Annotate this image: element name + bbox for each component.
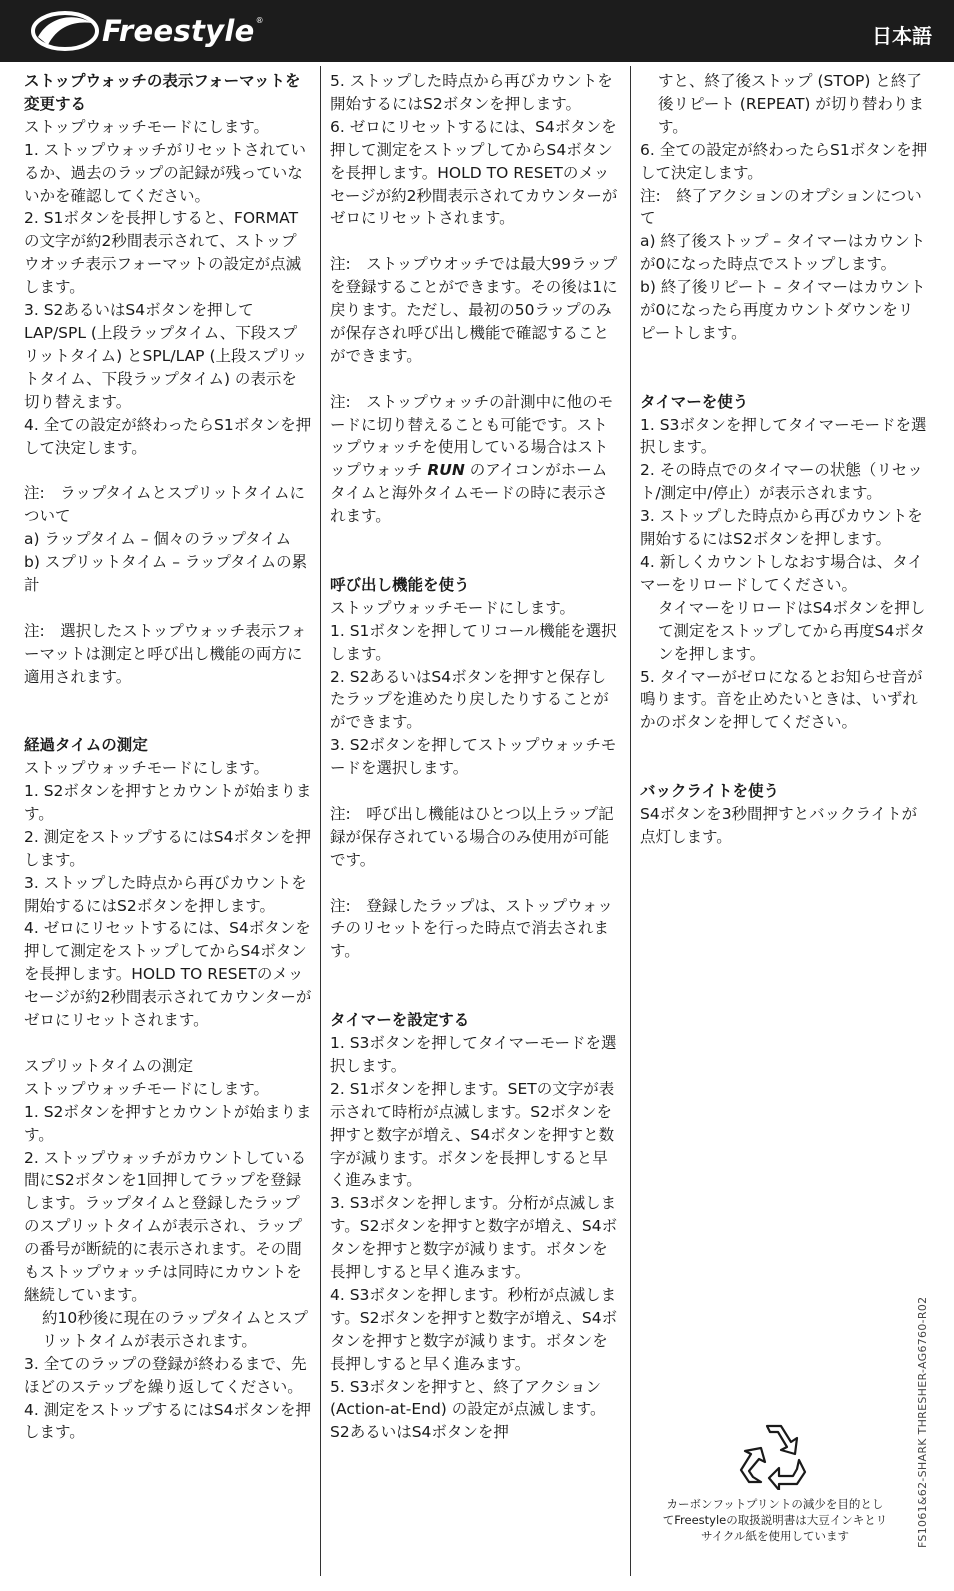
freestyle-wave-icon: [30, 9, 100, 53]
section-title-timer: タイマーを使う: [640, 392, 749, 411]
note-end-a: a) 終了後ストップ – タイマーはカウントが0になった時点でストップします。: [640, 232, 926, 274]
list-item: 2. 測定をストップするにはS4ボタンを押します。: [24, 827, 311, 869]
list-item: 1. ストップウォッチがリセットされているか、過去のラップの記録が残っていないかを確認してください。: [24, 140, 306, 205]
note-lap-erase: 注: 登録したラップは、ストップウォッチのリセットを行った時点で消去されます。: [330, 896, 613, 961]
note-end-b: b) 終了後リピート – タイマーはカウントが0になったら再度カウントダウンをリピートします。: [640, 278, 926, 342]
recall-intro: ストップウォッチモードにします。: [330, 598, 576, 617]
list-item: 3. S2あるいはS4ボタンを押してLAP/SPL (上段ラップタイム、下段スプリットタイム) とSPL/LAP (上段スプリットタイム、下段ラップタイム) の表示を切り替えます。: [24, 301, 308, 411]
registered-mark: ®: [255, 16, 264, 25]
section-title-timer-set: タイマーを設定する: [330, 1011, 470, 1030]
brand-logo: [30, 8, 264, 54]
note-lap-b: b) スプリットタイム – ラップタイムの累計: [24, 553, 308, 594]
list-item: 3. S2ボタンを押してストップウォッチモードを選択します。: [330, 736, 617, 778]
document-code: FS1061&62-SHARK THRESHER-AG6760-R02: [916, 1296, 929, 1548]
list-item: 2. S1ボタンを長押しすると、FORMATの文字が約2秒間表示されて、ストップウオッチ表示フォーマットの設定が点滅します。: [24, 209, 302, 297]
list-item: 1. S3ボタンを押してタイマーモードを選択します。: [330, 1033, 617, 1075]
format-step-list: [24, 139, 312, 460]
recall-step-list: [330, 620, 618, 780]
note-mode-text-b: のアイコンがホームタイムと海外タイムモードの時に表示されます。: [330, 461, 608, 526]
list-item: 5. ストップした時点から再びカウントを開始するにはS2ボタンを押します。: [330, 72, 613, 113]
list-item: 2. ストップウォッチがカウントしている間にS2ボタンを1回押してラップを登録します。ラップタイムと登録したラップのスプリットタイムが表示され、ラップの番号が断続的に表示されます。その間もストップウォッチは同時にカウントを継続しています。: [24, 1148, 307, 1304]
note-mode-text-a: 注: ストップウォッチの計測中に他のモードに切り替えることも可能です。ストップウォッチを使用している場合はストップウォッチ: [330, 392, 614, 480]
column-1: [24, 70, 312, 1444]
list-item: 4. 測定をストップするにはS4ボタンを押します。: [24, 1400, 311, 1442]
list-item: 5. S3ボタンを押すと、終了アクション (Action-at-End) の設定が点滅します。S2あるいはS4ボタンを押: [330, 1377, 606, 1442]
list-item: 5. タイマーがゼロになるとお知らせ音が鳴ります。音を止めたいときは、いずれかのボタンを押してください。: [640, 667, 923, 732]
timer-set-step5-cont: すと、終了後ストップ (STOP) と終了後リピート (REPEAT) が切り替わります。: [658, 72, 924, 136]
header-bar: [0, 0, 954, 62]
list-item: 1. S2ボタンを押すとカウントが始まります。: [24, 782, 312, 823]
note-format-apply: 注: 選択したストップウォッチ表示フォーマットは測定と呼び出し機能の両方に適用されます。: [24, 621, 307, 686]
split-intro: ストップウォッチモードにします。: [24, 1079, 270, 1098]
note-99-laps: 注: ストップウオッチでは最大99ラップを登録することができます。その後は1に戻ります。ただし、最初の50ラップのみが保存され呼び出し機能で確認することができます。: [330, 255, 618, 365]
section-title-elapsed: 経過タイムの測定: [24, 736, 148, 755]
list-item: 1. S2ボタンを押すとカウントが始まります。: [24, 1102, 312, 1144]
list-item: 4. S3ボタンを押します。秒桁が点滅します。S2ボタンを押すと数字が増え、S4ボタンを押すと数字が減ります。ボタンを長押しすると早く進みます。: [330, 1285, 618, 1373]
timer-set-step-list: [330, 1032, 618, 1444]
backlight-text: S4ボタンを3秒間押すとバックライトが点灯します。: [640, 804, 918, 846]
split-step2-extra: 約10秒後に現在のラップタイムとスプリットタイムが表示されます。: [42, 1308, 309, 1350]
list-item: 1. S3ボタンを押してタイマーモードを選択します。: [640, 415, 927, 457]
note-lap-split: 注: ラップタイムとスプリットタイムについて: [24, 484, 305, 526]
list-item: 3. ストップした時点から再びカウントを開始するにはS2ボタンを押します。: [24, 873, 307, 915]
note-mode-switch: [330, 391, 618, 528]
column-divider-2: [630, 66, 631, 1576]
format-intro: ストップウォッチモードにします。: [24, 117, 270, 136]
column-3: [640, 70, 928, 849]
section-title-backlight: バックライトを使う: [640, 782, 780, 801]
list-item: 4. 全ての設定が終わったらS1ボタンを押して決定します。: [24, 415, 312, 457]
list-item: 4. 新しくカウントしなおす場合は、タイマーをリロードしてください。: [640, 553, 923, 594]
elapsed-intro: ストップウォッチモードにします。: [24, 759, 270, 778]
run-icon: RUN: [427, 461, 465, 480]
note-recall-condition: 注: 呼び出し機能はひとつ以上ラップ記録が保存されている場合のみ使用が可能です。: [330, 804, 614, 869]
stopwatch-cont-list: [330, 70, 618, 230]
list-item: 2. その時点でのタイマーの状態（リセット/測定中/停止）が表示されます。: [640, 461, 923, 503]
eco-footnote: カーボンフットプリントの減少を目的としてFreestyleの取扱説明書は大豆インキとリサイクル紙を使用しています: [662, 1497, 888, 1543]
note-lap-a: a) ラップタイム – 個々のラップタイム: [24, 530, 292, 549]
list-item: 3. ストップした時点から再びカウントを開始するにはS2ボタンを押します。: [640, 507, 923, 549]
column-2: [330, 70, 618, 1444]
timer-step-list: [640, 414, 928, 735]
list-item: 4. ゼロにリセットするには、S4ボタンを押して測定をストップしてからS4ボタンを長押します。HOLD TO RESETのメッセージが約2秒間表示されてカウンターがゼロにリセットされます。: [24, 919, 312, 1030]
list-item: 1. S1ボタンを押してリコール機能を選択します。: [330, 621, 617, 663]
list-item: 2. S2あるいはS4ボタンを押すと保存したラップを進めたり戻したりすることがができます。: [330, 667, 609, 732]
section-title-split: スプリットタイムの測定: [24, 1056, 193, 1075]
elapsed-step-list: [24, 780, 312, 1032]
list-item: 6. 全ての設定が終わったらS1ボタンを押して決定します。: [640, 140, 928, 182]
language-label: 日本語: [872, 24, 932, 48]
list-item: 6. ゼロにリセットするには、S4ボタンを押して測定をストップしてからS4ボタンを長押します。HOLD TO RESETのメッセージが約2秒間表示されてカウンターがゼロにリセットされます。: [330, 117, 618, 228]
note-end-action: 注: 終了アクションのオプションについて: [640, 186, 922, 228]
list-item: 3. 全てのラップの登録が終わるまで、先ほどのステップを繰り返してください。: [24, 1354, 307, 1396]
list-item: 2. S1ボタンを押します。SETの文字が表示されて時桁が点滅します。S2ボタンを押すと数字が増え、S4ボタンを押すと数字が減ります。ボタンを長押しすると早く進みます。: [330, 1079, 615, 1190]
split-step-list: [24, 1101, 312, 1445]
section-title-format: ストップウォッチの表示フォーマットを変更する: [24, 72, 301, 113]
timer-step4-extra: タイマーをリロードはS4ボタンを押して測定をストップしてから再度S4ボタンを押します。: [658, 598, 926, 663]
list-item: 3. S3ボタンを押します。分桁が点滅します。S2ボタンを押すと数字が増え、S4ボタンを押すと数字が減ります。ボタンを長押しすると早く進みます。: [330, 1194, 618, 1282]
column-divider-1: [320, 66, 321, 1576]
brand-name: Freestyle: [102, 14, 255, 48]
recycle-icon: [737, 1420, 811, 1490]
section-title-recall: 呼び出し機能を使う: [330, 575, 470, 594]
